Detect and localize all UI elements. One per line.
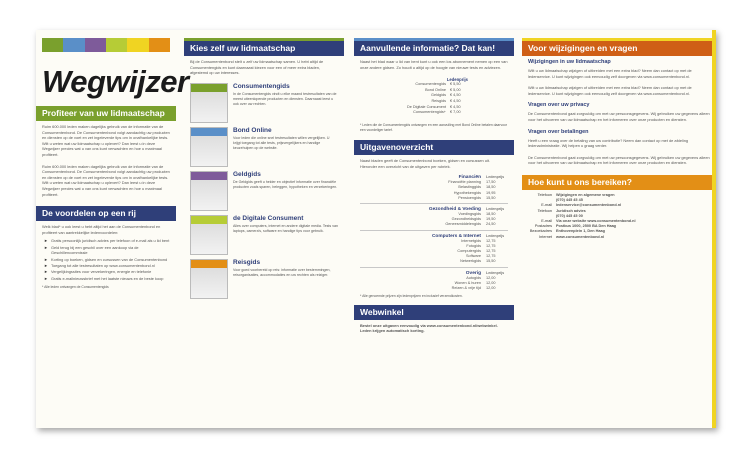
betalingen-text: Heeft u een vraag over de betaling van uw contributie? Neem dan contact op met de afdeling ledenadministratie. Wij helpen u graag verder. <box>528 137 689 149</box>
page-title: Wegwijzer <box>42 64 189 99</box>
divider <box>360 203 508 204</box>
profiteer-header: Profiteer van uw lidmaatschap <box>36 106 176 121</box>
column-informatie <box>354 30 514 428</box>
overzicht-intro: Naast bladen geeft de Consumentenbond boeken, gidsen en cursussen uit. Hieronder een overzicht van de uitgaven per rubriek. <box>360 157 490 169</box>
voordelen-item: ► Toegang tot alle testresultaten op www.consumentenbond.nl <box>42 263 170 268</box>
product-text: Alles over computers, internet en andere digitale media. Tests van laptops, camera's, software en handige tips voor gebruik. <box>233 223 339 233</box>
contact-row[interactable]: Internet www.consumentenbond.nl <box>539 234 605 239</box>
stripe-green <box>42 38 63 52</box>
product-reisgids <box>190 259 338 299</box>
laptop-icon <box>190 127 228 167</box>
table-row: Hypothekengids 19,95 <box>453 190 496 195</box>
table-row: Geneesmiddelengids 24,50 <box>445 222 496 227</box>
table-row: Gezondheidsgids 19,50 <box>451 217 496 222</box>
product-consumentengids <box>190 83 338 123</box>
privacy-text: De Consumentenbond gaat zorgvuldig om met uw persoonsgegevens. Wij gebruiken uw gegevens alleen voor het uitvoeren van uw lidmaatschap en het informeren over onze producten en diensten. <box>528 111 710 122</box>
table-row: Reizen & vrije tijd 12,00 <box>451 285 496 290</box>
webwinkel-header: Webwinkel <box>354 305 514 320</box>
voordelen-item: ► Geld terug bij een geschil over een aankoop via de Geschillencommissie <box>42 245 170 256</box>
product-name: Bond Online <box>233 126 272 134</box>
betalingen-subtitle: Vragen over betalingen <box>528 128 589 135</box>
price-row: Consumentengids € 5,50 <box>415 82 461 87</box>
stripe-amber <box>149 38 170 52</box>
contact-row: Telefoon Wijzigingen en algemene vragen <box>537 192 615 197</box>
betalingen-text: De Consumentenbond gaat zorgvuldig om met uw persoonsgegevens. Wij gebruiken uw gegevens alleen voor het uitvoeren van uw lidmaatschap en het informeren over onze producten en diensten. <box>528 154 710 166</box>
product-name: Reisgids <box>233 258 261 266</box>
table-row: Pensioengids 15,50 <box>458 195 496 200</box>
category-header: Financiën Ledenprijs <box>458 175 505 181</box>
column-intro <box>36 30 189 428</box>
monitor-icon <box>190 215 228 255</box>
contact-row[interactable]: E-mail Via onze website www.consumentenbond.nl <box>541 218 636 223</box>
wijzigingen-subtitle: Wijzigingen in uw lidmaatschap <box>528 59 611 65</box>
category-header: Gezondheid & Voeding Ledenprijs <box>428 206 505 212</box>
stripe-violet <box>85 38 106 52</box>
voordelen-list <box>36 238 176 281</box>
contact-row: Telefoon Juridisch advies <box>537 208 586 213</box>
table-row: Fotogids 12,75 <box>466 243 496 248</box>
product-name: de Digitale Consument <box>233 214 304 222</box>
stripe-blue <box>63 38 84 52</box>
overzicht-note: * Alle genoemde prijzen zijn ledenprijzen en inclusief verzendkosten. <box>360 294 463 299</box>
kies-intro: Bij de Consumentenbond stelt u zelf uw lidmaatschap samen. U hebt altijd de Consumentengids en kunt daarnaast kiezen voor een of meer extra bladen, afgestemd op uw interesses. <box>190 59 324 76</box>
accent-bar <box>712 30 716 428</box>
stripe-yellow <box>127 38 148 52</box>
price-row: Reisgids € 4,50 <box>431 98 461 103</box>
suitcase-icon <box>190 259 228 299</box>
contact-row: Postadres Postbus 1000, 2500 BA Den Haag <box>534 224 617 229</box>
product-name: Consumentengids <box>233 82 290 90</box>
magazine-icon <box>190 83 228 123</box>
brochure-sheet <box>36 30 716 428</box>
voordelen-intro: Welk blad* u ook leest u hebt altijd het aan de Consumentenbond en profiteert van aantrekkelijke ledenvoordelen: <box>42 224 161 235</box>
product-text: Voor leden die online snel testresultaten willen vergelijken. U krijgt toegang tot alle tests, prijsvergelijkers en handige keuzehulpen op de website. <box>233 135 330 150</box>
table-row: Voedingsgids 18,50 <box>458 211 496 216</box>
voordelen-item: ► Vergelijkingssites voor verzekeringen, energie en telefonie <box>42 269 170 274</box>
product-text: Voor goed voorbereid op reis: informatie over bestemmingen, reisorganisaties, accommodaties en uw rechten als reiziger. <box>233 267 331 277</box>
price-row: Consumentengids+ € 7,00 <box>413 110 461 115</box>
divider <box>360 230 508 231</box>
contact-list <box>522 190 716 240</box>
profiteer-text: Ruim 600.000 leden maken dagelijks gebruik van de informatie van de Consumentenbond. De Consumentenbond volgt aandachtig uw producten en diensten op de voet en zet ingeleverde tips om in onafhankelijke tests. Wilt u weten wat uw lidmaatschap u oplevert? Dan leest u in deze Wegwijzer precies wat u van ons kunt verwachten en hoe u maximaal profiteert. <box>42 124 170 157</box>
table-row: Wonen & huren 12,00 <box>454 280 496 285</box>
contact-row: (070) 445 45 45 <box>556 198 583 203</box>
table-row: Software 12,75 <box>466 254 496 259</box>
table-row: Internetgids 12,75 <box>461 238 496 243</box>
price-title: Ledenprijs <box>446 77 468 83</box>
kies-header: Kies zelf uw lidmaatschap <box>184 41 344 56</box>
bereiken-header: Hoe kunt u ons bereiken? <box>522 175 712 190</box>
contact-row: (070) 445 45 00 <box>556 213 583 218</box>
voordelen-item: ► Gratis e-mailnieuwsbrief met het laatste nieuws en de beste koop <box>42 276 170 281</box>
column-contact <box>522 30 716 428</box>
webwinkel-text: Bestel onze uitgaven eenvoudig via www.consumentenbond.nl/webwinkel. Leden krijgen automatisch korting. <box>360 322 498 334</box>
contact-row[interactable]: E-mail ledenservice@consumentenbond.nl <box>541 203 622 208</box>
stripe-lime <box>106 38 127 52</box>
contact-row: Bezoekadres Enthovenplein 1, Den Haag <box>529 229 605 234</box>
category-header: Computers & Internet Ledenprijs <box>431 233 505 239</box>
money-icon <box>190 171 228 211</box>
divider <box>360 267 508 268</box>
product-bond-online <box>190 127 338 167</box>
voordelen-header: De voordelen op een rij <box>36 206 176 221</box>
table-row: Financiële planning 17,50 <box>448 180 496 185</box>
voordelen-footnote: * Alle leden ontvangen de Consumentengids <box>42 285 109 290</box>
wijzigingen-header: Voor wijzigingen en vragen <box>522 41 712 56</box>
product-text: In de Consumentengids vindt u elke maand testresultaten van de meest uiteenlopende producten en diensten. Daarnaast leest u ook over uw rechten. <box>233 91 337 106</box>
product-geldgids <box>190 171 338 211</box>
voordelen-item: ► Korting op boeken, gidsen en cursussen van de Consumentenbond <box>42 257 170 262</box>
product-name: Geldgids <box>233 170 261 178</box>
aanvullende-header: Aanvullende informatie? Dat kan! <box>354 41 514 56</box>
wijzigingen-text: Wilt u uw lidmaatschap wijzigen of uitbreiden met een extra blad? Neem dan contact op met de ledenservice. U kunt wijzigingen ook eenvoudig zelf doorgeven via www.consumentenbond.nl. <box>528 68 692 79</box>
wijzigingen-text: Wilt u uw lidmaatschap wijzigen of uitbreiden met een extra blad? Neem dan contact op met de ledenservice. U kunt wijzigingen ook eenvoudig zelf doorgeven via www.consumentenbond.nl. <box>528 85 692 96</box>
privacy-subtitle: Vragen over uw privacy <box>528 102 590 109</box>
table-row: Netwerkgids 15,50 <box>460 259 496 264</box>
section-voordelen <box>36 206 176 294</box>
voordelen-item: ► Gratis persoonlijk juridisch advies per telefoon of e-mail als u lid bent <box>42 238 170 243</box>
price-row: Bond Online € 5,00 <box>425 87 461 92</box>
price-row: De Digitale Consument € 4,50 <box>406 104 461 109</box>
table-row: Belastinggids 18,50 <box>458 185 496 190</box>
table-row: Autogids 12,00 <box>466 275 496 280</box>
price-table <box>360 77 508 116</box>
product-text: De Geldgids geeft u helder en objectief informatie over financiële producten zoals sparen, beleggen, hypotheken en verzekeringen. <box>233 179 338 189</box>
category-header: Overig Ledenprijs <box>465 270 505 276</box>
price-row: Geldgids € 4,50 <box>431 93 461 98</box>
aanvullende-intro: Naast het blad waar u lid van bent kunt u ook een los abonnement nemen op een van onze andere gidsen. Zo houdt u altijd op de hoogte van nieuwe tests en adviezen. <box>360 59 508 70</box>
profiteer-text-2: Ruim 600.000 leden maken dagelijks gebruik van de informatie van de Consumentenbond. De Consumentenbond volgt aandachtig uw producten en diensten op de voet en zet ingeleverde tips om in onafhankelijke tests. Wilt u weten wat uw lidmaatschap u oplevert? Dan leest u in deze Wegwijzer precies wat u van ons kunt verwachten en hoe u maximaal profiteert. <box>42 163 170 197</box>
column-lidmaatschap <box>184 30 344 428</box>
product-digitale-consument <box>190 215 338 255</box>
section-profiteer <box>36 106 176 200</box>
color-stripes <box>42 38 170 52</box>
aanvullende-note: * Leden die de Consumentengids ontvangen en een aanvulling met Bond Online betalen daarvoor een voordeliger tarief. <box>360 122 508 133</box>
table-row: Computergids 12,75 <box>457 248 496 253</box>
overzicht-header: Uitgavenoverzicht <box>354 140 514 155</box>
